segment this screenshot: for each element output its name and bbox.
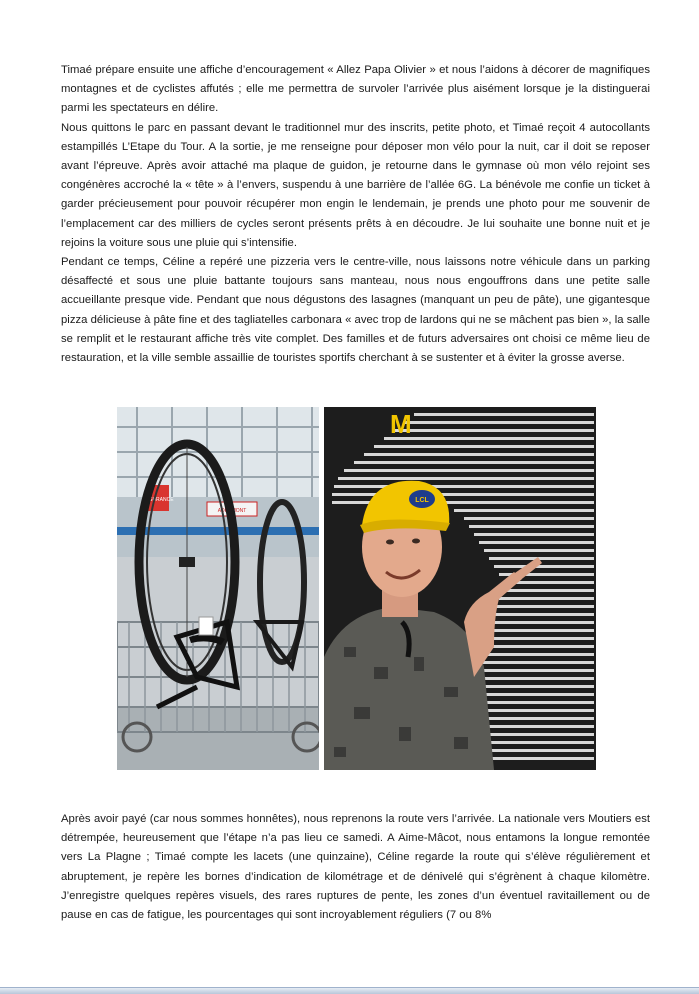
bicycle-photo-drawing <box>117 407 319 770</box>
paragraph: Timaé prépare ensuite une affiche d’encouragement « Allez Papa Olivier » et nous l’aidons à décorer de magnifiques montagnes et de cyclistes affutés ; elle me permettra de survoler l’arrivée plus aisément lorsque je la distinguerai parmi les spectateurs en délire. <box>61 64 650 115</box>
wall-letter: M <box>390 409 412 439</box>
paragraph: Nous quittons le parc en passant devant le traditionnel mur des inscrits, petite photo, et Timaé reçoit 4 autocollants estampillés L’Etape du Tour. A la sortie, je me renseigne pour déposer mon vélo pour la nuit, car il doit se reposer avant l’épreuve. Après avoir attaché ma plaque de guidon, je retourne dans le gymnase où mon vélo rejoint ses congénères accroché la « tête » à l’envers, suspendu à une barrière de l’allée 6G. La bénévole me confie un ticket à garder précieusement pour pouvoir récupérer mon engin le lendemain, je prends une photo pour me souvenir de l’emplacement car des milliers de cycles seront présents prêts à en découdre. Je lui souhaite une bonne nuit et je rejoins la voiture sous une pluie qui s’intensifie. <box>61 121 650 249</box>
text-block-bottom <box>61 810 650 925</box>
text-block-top <box>61 61 650 368</box>
cap-logo-text: LCL <box>415 497 429 504</box>
banner-text: ASSURANCE <box>142 497 174 503</box>
registration-wall-drawing <box>324 407 596 770</box>
paragraph: Pendant ce temps, Céline a repéré une pizzeria vers le centre-ville, nous laissons notre véhicule dans un parking désaffecté et sous une pluie battante toujours sans manteau, nous nous engouffrons dans une petite salle accueillante presque vide. Pendant que nous dégustons des lasagnes (manquant un peu de pâte), une gigantesque pizza délicieuse à pâte fine et des tagliatelles carbonara « avec trop de lardons qui ne se mâchent pas bien », la salle se remplit et le restaurant affiche très vite complet. Des familles et de futurs adversaires ont choisi ce même lieu de restauration, et la ville semble assaillie de touristes sportifs cherchant à se sustenter et à éviter la grosse averse. <box>61 256 650 365</box>
registration-wall-photo <box>324 407 596 770</box>
paragraph: Après avoir payé (car nous sommes honnêtes), nous reprenons la route vers l’arrivée. La nationale vers Moutiers est détrempée, heureusement que l’étape n’a pas lieu ce samedi. A Aime-Mâcot, nous entamons la longue remontée vers La Plagne ; Timaé compte les lacets (une quinzaine), Céline regarde la route qui s’élève régulièrement et abruptement, je repère les bornes d’indication de kilométrage et de dénivelé qui s’égrènent à chaque kilomètre. J’enregistre quelques repères visuels, des rares ruptures de pente, les zones d’un éventuel ravitaillement ou de pause en cas de fatigue, les pourcentages qui sont incroyablement réguliers (7 ou 8% <box>61 813 650 922</box>
bicycle-photo <box>117 407 319 770</box>
sign-text: ADREMONT <box>217 508 247 514</box>
